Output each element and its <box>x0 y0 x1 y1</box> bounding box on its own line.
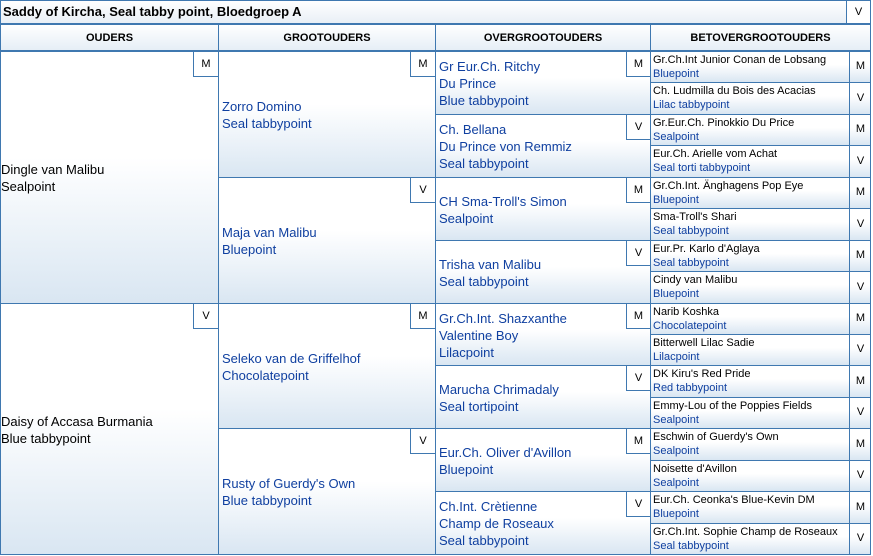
cat-name: CH Sma-Troll's Simon <box>439 194 567 209</box>
sex-indicator: M <box>193 51 218 77</box>
cat-color: Lilac tabbypoint <box>653 99 730 111</box>
sex-indicator: M <box>626 177 650 203</box>
cat-color: Bluepoint <box>653 508 699 520</box>
header-ouders: OUDERS <box>0 24 219 51</box>
sex-indicator: V <box>849 271 871 304</box>
cat-name: Dingle van Malibu <box>1 162 105 177</box>
cat-name: Du Prince <box>439 76 497 91</box>
cat-color: Seal tabbypoint <box>653 225 729 237</box>
cat-color: Bluepoint <box>653 288 699 300</box>
header-overgrootouders: OVERGROOTOUDERS <box>435 24 651 51</box>
cat-color: Blue tabbypoint <box>1 431 91 446</box>
cat-name: Maja van Malibu <box>222 225 317 240</box>
sex-indicator: M <box>849 428 871 461</box>
cat-name: Emmy-Lou of the Poppies Fields <box>653 400 812 412</box>
cat-name: Marucha Chrimadaly <box>439 382 559 397</box>
cat-name: Noisette d'Avillon <box>653 463 737 475</box>
cat-name: Gr.Ch.Int Junior Conan de Lobsang <box>653 54 827 66</box>
cat-color: Seal tabbypoint <box>439 533 529 548</box>
cat-name: Bitterwell Lilac Sadie <box>653 337 755 349</box>
cat-name: Daisy of Accasa Burmania <box>1 414 153 429</box>
cat-color: Bluepoint <box>653 68 699 80</box>
cat-name: Eur.Pr. Karlo d'Aglaya <box>653 243 760 255</box>
cat-name: Valentine Boy <box>439 328 519 343</box>
sex-indicator: M <box>849 491 871 524</box>
sex-indicator: V <box>849 208 871 241</box>
sex-indicator: V <box>849 145 871 178</box>
cat-name: Gr Eur.Ch. Ritchy <box>439 59 541 74</box>
cat-color: Red tabbypoint <box>653 382 727 394</box>
pedigree-title: Saddy of Kircha, Seal tabby point, Bloedgroep A <box>0 0 847 24</box>
cat-color: Lilacpoint <box>653 351 700 363</box>
sex-indicator: M <box>849 303 871 335</box>
cat-color: Bluepoint <box>653 194 699 206</box>
cat-color: Sealpoint <box>653 414 699 426</box>
cat-name: Gr.Eur.Ch. Pinokkio Du Price <box>653 117 795 129</box>
cat-name: Trisha van Malibu <box>439 257 542 272</box>
cat-name: Ch. Ludmilla du Bois des Acacias <box>653 85 816 97</box>
cat-color: Sealpoint <box>653 445 699 457</box>
cat-name: Eschwin of Guerdy's Own <box>653 431 779 443</box>
cat-name: Eur.Ch. Ceonka's Blue-Kevin DM <box>653 494 815 506</box>
sex-indicator: V <box>849 460 871 492</box>
sex-indicator: M <box>410 51 435 77</box>
cat-color: Seal tabbypoint <box>222 116 312 131</box>
cat-color: Blue tabbypoint <box>222 493 312 508</box>
sex-indicator: M <box>626 428 650 454</box>
cat-color: Seal tabbypoint <box>439 156 529 171</box>
sex-indicator: M <box>626 51 650 77</box>
cat-color: Seal torti tabbypoint <box>653 162 751 174</box>
cat-name: Du Prince von Remmiz <box>439 139 572 154</box>
cat-name: Seleko van de Griffelhof <box>222 351 361 366</box>
sex-indicator: V <box>626 114 650 140</box>
cat-name: Zorro Domino <box>222 99 302 114</box>
cat-name: Eur.Ch. Oliver d'Avillon <box>439 445 572 460</box>
cat-color: Seal tortipoint <box>439 399 519 414</box>
cat-color: Chocolatepoint <box>653 320 727 332</box>
sex-indicator: V <box>626 365 650 391</box>
sex-indicator: V <box>849 334 871 366</box>
cat-name: Narib Koshka <box>653 306 720 318</box>
cat-name: Gr.Ch.Int. Sophie Champ de Roseaux <box>653 526 838 538</box>
cat-name: Rusty of Guerdy's Own <box>222 476 356 491</box>
sex-indicator: V <box>626 491 650 517</box>
sex-indicator: V <box>849 82 871 115</box>
cat-name: Gr.Ch.Int. Änghagens Pop Eye <box>653 180 804 192</box>
sex-indicator: M <box>626 303 650 329</box>
cat-color: Sealpoint <box>653 477 699 489</box>
sex-indicator: V <box>410 177 435 203</box>
cat-color: Sealpoint <box>439 211 494 226</box>
cat-name: DK Kiru's Red Pride <box>653 368 751 380</box>
cat-name: Gr.Ch.Int. Shazxanthe <box>439 311 567 326</box>
cat-color: Sealpoint <box>1 179 56 194</box>
sex-indicator: V <box>193 303 218 329</box>
cat-color: Seal tabbypoint <box>439 274 529 289</box>
sex-indicator: V <box>410 428 435 454</box>
sex-indicator: M <box>849 114 871 146</box>
sex-indicator: M <box>410 303 435 329</box>
cat-name: Eur.Ch. Arielle vom Achat <box>653 148 778 160</box>
cat-color: Chocolatepoint <box>222 368 309 383</box>
cat-color: Bluepoint <box>439 462 494 477</box>
header-grootouders: GROOTOUDERS <box>218 24 436 51</box>
sex-indicator: M <box>849 240 871 272</box>
sex-indicator: V <box>849 523 871 555</box>
cat-name: Cindy van Malibu <box>653 274 738 286</box>
cat-color: Sealpoint <box>653 131 699 143</box>
cat-color: Blue tabbypoint <box>439 93 529 108</box>
sex-indicator: M <box>849 177 871 209</box>
sex-indicator: M <box>849 51 871 83</box>
sex-indicator: M <box>849 365 871 398</box>
cat-name: Ch.Int. Crètienne <box>439 499 538 514</box>
cat-name: Sma-Troll's Shari <box>653 211 737 223</box>
cat-color: Lilacpoint <box>439 345 494 360</box>
header-betovergrootouders: BETOVERGROOTOUDERS <box>650 24 871 51</box>
cat-name: Champ de Roseaux <box>439 516 554 531</box>
cat-name: Ch. Bellana <box>439 122 507 137</box>
cat-color: Seal tabbypoint <box>653 540 729 552</box>
cat-color: Seal tabbypoint <box>653 257 729 269</box>
sex-indicator: V <box>626 240 650 266</box>
title-toggle[interactable]: V <box>846 0 871 24</box>
cat-color: Bluepoint <box>222 242 277 257</box>
sex-indicator: V <box>849 397 871 429</box>
